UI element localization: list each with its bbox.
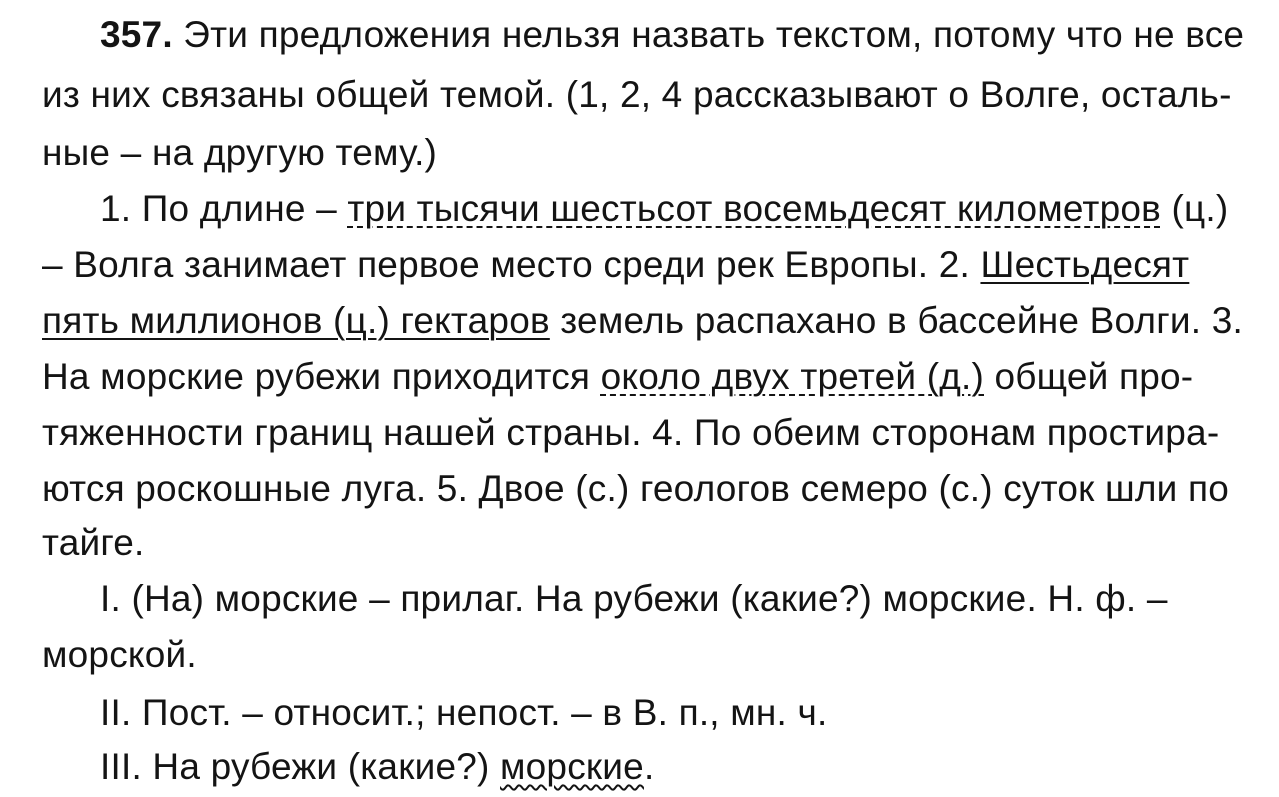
sentence-text: На морские рубежи приходится (42, 356, 601, 397)
text-line-9 (42, 460, 1279, 518)
exercise-number: 357. (100, 14, 173, 55)
answer-text: ные – на другую тему.) (42, 132, 438, 173)
sentence-text: тяженности границ нашей страны. 4. По обеим сторонам простира- (42, 412, 1220, 453)
sentence-text: тайге. (42, 522, 145, 563)
text-line-11 (100, 570, 1279, 628)
underlined-numeral: пять миллионов (ц.) гектаров (42, 300, 550, 341)
text-line-1 (100, 6, 1279, 64)
underlined-numeral: Шестьдесят (980, 244, 1190, 285)
analysis-text: III. На рубежи (какие?) (100, 746, 501, 787)
text-line-7 (42, 348, 1279, 406)
analysis-text: II. Пост. – относит.; непост. – в В. п., мн. ч. (100, 692, 828, 733)
text-line-12 (42, 626, 1279, 684)
text-line-6 (42, 292, 1279, 350)
analysis-text: морской. (42, 634, 197, 675)
text-line-10 (42, 514, 1279, 572)
text-line-3 (42, 124, 1279, 182)
underlined-numeral: три тысячи шестьсот восемьдесят километров (347, 188, 1161, 229)
text-line-5 (42, 236, 1279, 294)
text-line-4 (100, 180, 1279, 238)
sentence-text: земель распахано в бассейне Волги. 3. (549, 300, 1243, 341)
text-line-8 (42, 404, 1279, 462)
sentence-text: (ц.) (1160, 188, 1229, 229)
sentence-text: общей про- (984, 356, 1194, 397)
sentence-text: 1. По длине – (100, 188, 348, 229)
analysis-text: I. (На) морские – прилаг. На рубежи (какие?) морские. Н. ф. – (100, 578, 1168, 619)
text-line-14 (100, 738, 1279, 796)
sentence-text: ются роскошные луга. 5. Двое (с.) геологов семеро (с.) суток шли по (42, 468, 1230, 509)
analysis-text: . (643, 746, 655, 787)
answer-text: из них связаны общей темой. (1, 2, 4 рассказывают о Волге, осталь- (42, 74, 1232, 115)
text-line-2 (42, 66, 1279, 124)
sentence-text: – Волга занимает первое место среди рек Европы. 2. (42, 244, 981, 285)
text-line-13 (100, 684, 1279, 742)
answer-text: Эти предложения нельзя назвать текстом, потому что не все (172, 14, 1245, 55)
underlined-numeral: около двух третей (д.) (600, 356, 985, 397)
wavy-underlined-word: морские (500, 746, 644, 787)
